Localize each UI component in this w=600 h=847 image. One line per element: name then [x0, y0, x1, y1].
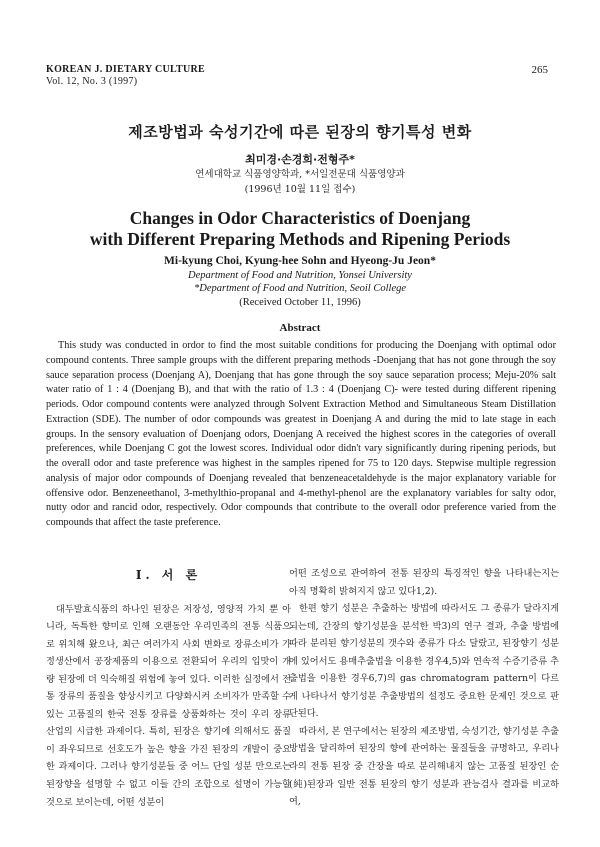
intro-paragraph-1: 대두발효식품의 하나인 된장은 저장성, 영양적 가치 뿐 아니라, 독특한 향미로 인해 오랜동안 우리민족의 전통 식품으로 위치해 왔으나, 최근 여러가지 사회 변화로 장류소비가 가정생산에서 공장제품의 이용으로 전환되어 우리의 입맛이 개량 된장에 더 익숙해질 위험에 놓여 있다. 이러한 실정에서 전통 장류의 품질을 향상시키고 다양화시켜 소비자가 만족할 수 있는 고품질의 한국 전통 장류를 상품화하는 것이 우리 장류 산업의 시급한 과제이다. 특히, 된장은 향기에 의해서도 품질이 좌우되므로 선호도가 높은 향을 가진 된장의 개발이 중요한 과제이다. 그러나 향기성분들 중 어느 단일 성분 만으로는 된장향을 설명할 수 없고 이들 간의 조합으로 설명이 가능할 것으로 보이는데, 어떤 성분이 [46, 603, 291, 808]
korean-authors: 최미경·손경희·전형주* [245, 153, 355, 166]
english-received-date: (Received October 11, 1996) [239, 297, 361, 308]
abstract-heading: Abstract [279, 322, 321, 334]
intro-paragraph-1-continued: 어떤 조성으로 관여하여 전통 된장의 특징적인 향을 나타내는지는 아직 명확히 밝혀지지 않고 있다1,2). [289, 568, 559, 597]
intro-paragraph-2: 한편 향기 성분은 추출하는 방법에 따라서도 그 종류가 달라지게 되는데, 간장의 향기성분을 분석한 박3)의 연구 결과, 추출 방법에 따라 분리된 향기성분의 갯수와 종류가 다소 달랐고, 된장향기 성분에 있어서도 용매추출법을 이용한 경우4,5)와 연속적 수증기증류 추출법을 이용한 경우6,7)의 gas chromatogram pattern이 다르게 나타나서 향기성분 추출방법의 설정도 중요한 문제인 것으로 판단된다. [289, 603, 559, 720]
english-authors: Mi-kyung Choi, Kyung-hee Sohn and Hyeong-Ju Jeon* [164, 255, 436, 267]
body-column-left [46, 565, 291, 811]
section-heading-introduction: I. 서 론 [135, 568, 202, 582]
page-number: 265 [531, 64, 548, 76]
korean-affiliation: 연세대학교 식품영양학과, *서일전문대 식품영양과 [195, 169, 405, 180]
running-head [46, 64, 205, 88]
intro-paragraph-3: 따라서, 본 연구에서는 된장의 제조방법, 숙성기간, 향기성분 추출방법을 달리하여 된장의 향에 관여하는 물질들을 규명하고, 우리나라의 전통 된장 중 간장을 따로 분리해내지 않는 고품질 된장인 순(純)된장과 일반 전통 된장의 향기 성분과 관능검사 결과를 비교하여, [289, 725, 559, 808]
korean-received-date: (1996년 10월 11일 접수) [244, 184, 356, 195]
english-affiliation-2: *Department of Food and Nutrition, Seoil College [193, 283, 407, 294]
english-title-line1: Changes in Odor Characteristics of Doenjang [129, 208, 471, 228]
journal-volume: Vol. 12, No. 3 (1997) [46, 76, 138, 87]
body-column-right [289, 565, 559, 811]
english-affiliation-1: Department of Food and Nutrition, Yonsei University [188, 270, 412, 281]
abstract-text: This study was conducted in ordor to find the most suitable conditions for producing the Doenjang with optimal odor compound contents. Three sample groups with the different preparing methods -Doenjang that has not gone through the soy sauce separation process (Doenjang A), Doenjang that has gone through the soy sauce separation process; Meju-20% salt water ratio of 1 : 4 (Doenjang B), and that with the ratio of 1.3 : 4 (Doenjang C)- were tested during different ripening periods. Odor compound contents were analyzed through Solvent Extraction Method and Simultaneous Steam Distillation Extraction (SDE). The number of odor compounds was greatest in Doenjang A and during the mid to late stage in each groups. In the sensory evaluation of Doenjang odors, Doenjang A received the highest scores in the categories of overall preferences, while Doenjang C got the lowest scores. Individual odor didn't vary significantly during ripening periods, but the overall odor and taste preference was highest in the samples ripened for 75 to 120 days. Stepwise multiple regression analysis of major odor compounds of Doenjang revealed that benzeneacetaldehyde is the major explanatory variable for offensive odor. Benzeneethanol, 3-methylthio-propanal and 4-methyl-phenol are the explanatory variables for salty odor, nutty odor and rancid odor, respectively. Odor compounds that contribute to the overall odor preference varied from the compounds that affect the taste preference. [46, 340, 556, 528]
journal-name: KOREAN J. DIETARY CULTURE [46, 64, 206, 75]
english-title-line2: with Different Preparing Methods and Ripening Periods [89, 229, 511, 249]
korean-title: 제조방법과 숙성기간에 따른 된장의 향기특성 변화 [128, 123, 472, 141]
english-title [0, 208, 600, 250]
